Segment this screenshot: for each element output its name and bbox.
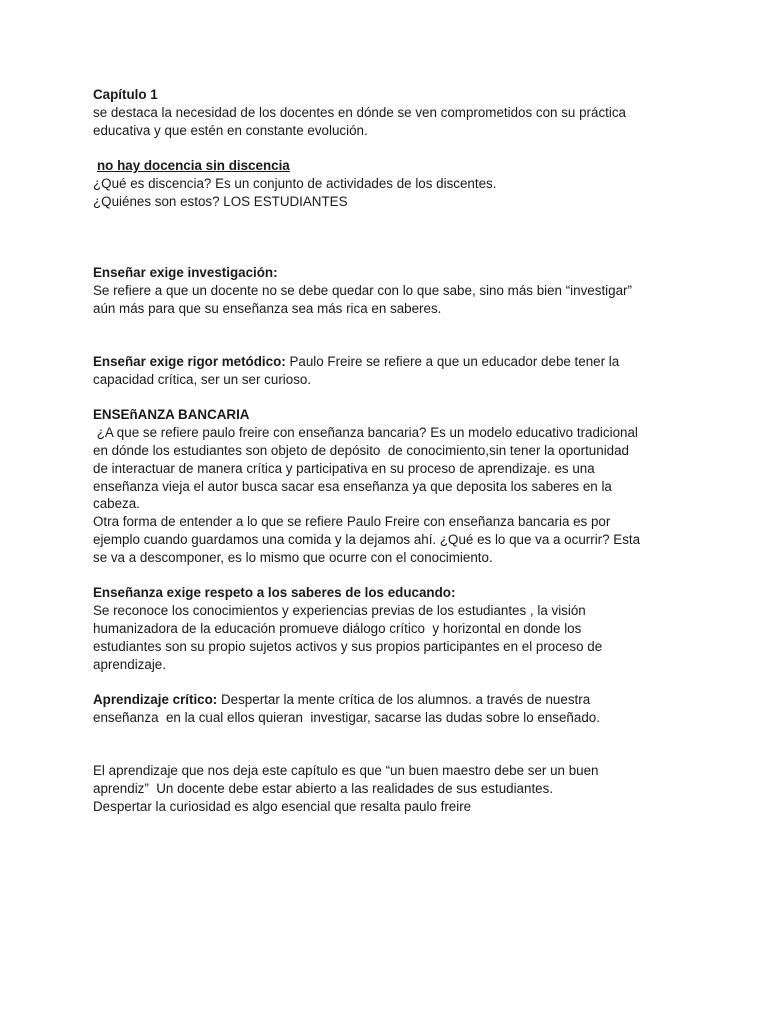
bancaria-line: ¿A que se refiere paulo freire con enseñanza bancaria? Es un modelo educativo tradicional xyxy=(93,425,638,441)
conclusion-line: aprendiz” Un docente debe estar abierto a las realidades de sus estudiantes. xyxy=(93,781,554,797)
critico-heading: Aprendizaje crítico: xyxy=(93,692,218,708)
respeto-line: aprendizaje. xyxy=(93,656,166,672)
investigacion-line: aún más para que su enseñanza sea más rica en saberes. xyxy=(93,300,442,316)
chapter-intro-line: educativa y que estén en constante evolución. xyxy=(93,122,368,138)
discencia-line: ¿Qué es discencia? Es un conjunto de actividades de los discentes. xyxy=(93,175,497,191)
critico-line: enseñanza en la cual ellos quieran investigar, sacarse las dudas sobre lo enseñado. xyxy=(93,709,600,725)
rigor-heading: Enseñar exige rigor metódico: xyxy=(93,353,286,369)
discencia-heading: no hay docencia sin discencia xyxy=(97,158,290,174)
critico-line: Despertar la mente crítica de los alumnos. a través de nuestra xyxy=(217,692,591,708)
respeto-line: Se reconoce los conocimientos y experiencias previas de los estudiantes , la visión xyxy=(93,603,586,619)
investigacion-heading: Enseñar exige investigación: xyxy=(93,264,278,280)
bancaria-heading: ENSEñANZA BANCARIA xyxy=(93,407,250,423)
bancaria-line: se va a descomponer, es lo mismo que ocurre con el conocimiento. xyxy=(93,549,493,565)
bancaria-line: enseñanza vieja el autor busca sacar esa enseñanza ya que deposita los saberes en la xyxy=(93,478,612,494)
chapter-heading: Capítulo 1 xyxy=(93,87,158,102)
bancaria-line: cabeza. xyxy=(93,496,140,512)
discencia-line: ¿Quiénes son estos? LOS ESTUDIANTES xyxy=(93,193,348,209)
chapter-intro-line: se destaca la necesidad de los docentes en dónde se ven comprometidos con su práctica xyxy=(93,104,626,120)
rigor-line: Paulo Freire se refiere a que un educador debe tener la xyxy=(285,353,620,369)
critico-paragraph xyxy=(93,691,672,709)
respeto-line: humanizadora de la educación promueve diálogo crítico y horizontal en donde los xyxy=(93,620,582,636)
rigor-paragraph xyxy=(93,353,672,371)
conclusion-line: Despertar la curiosidad es algo esencial que resalta paulo freire xyxy=(93,798,472,814)
bancaria-line: en dónde los estudiantes son objeto de depósito de conocimiento,sin tener la oportunidad xyxy=(93,442,630,458)
conclusion-line: El aprendizaje que nos deja este capítulo es que “un buen maestro debe ser un buen xyxy=(93,763,599,779)
investigacion-line: Se refiere a que un docente no se debe quedar con lo que sabe, sino más bien “investigar” xyxy=(93,282,632,298)
respeto-line: estudiantes son su propio sujetos activos y sus propios participantes en el proceso de xyxy=(93,638,603,654)
bancaria-line: ejemplo cuando guardamos una comida y la dejamos ahí. ¿Qué es lo que va a ocurrir? Esta xyxy=(93,531,641,547)
rigor-line: capacidad crítica, ser un ser curioso. xyxy=(93,371,312,387)
respeto-heading: Enseñanza exige respeto a los saberes de los educando: xyxy=(93,585,456,601)
bancaria-line: Otra forma de entender a lo que se refiere Paulo Freire con enseñanza bancaria es por xyxy=(93,514,611,530)
bancaria-line: de interactuar de manera crítica y participativa en su proceso de aprendizaje. es una xyxy=(93,460,595,476)
